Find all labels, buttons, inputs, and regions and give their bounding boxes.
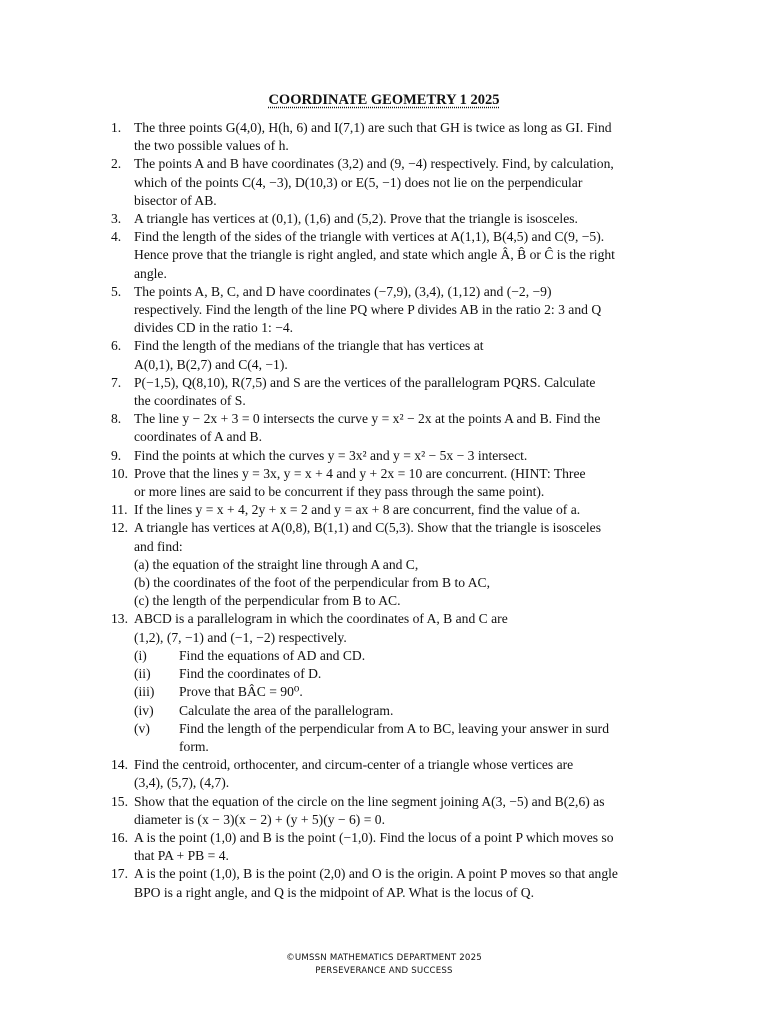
question-text-line: the two possible values of h. bbox=[134, 138, 289, 154]
question-text-line: bisector of AB. bbox=[134, 192, 217, 208]
question-text-line: Find the length of the medians of the triangle that has vertices at bbox=[134, 338, 484, 354]
sub-question-text: Find the length of the perpendicular from A to BC, leaving your answer in surd bbox=[179, 720, 610, 736]
question-text-line: coordinates of A and B. bbox=[134, 429, 262, 445]
question-number: 15. bbox=[111, 793, 128, 809]
question-text-line: (b) the coordinates of the foot of the perpendicular from B to AC, bbox=[134, 575, 490, 591]
question-text-line: Find the centroid, orthocenter, and circum-center of a triangle whose vertices are bbox=[134, 757, 574, 773]
footer-motto: PERSEVERANCE AND SUCCESS bbox=[315, 966, 453, 976]
sub-question-text: Find the coordinates of D. bbox=[179, 666, 322, 682]
question-text-line: respectively. Find the length of the line PQ where P divides AB in the ratio 2: 3 and Q bbox=[134, 302, 602, 318]
question-item bbox=[111, 374, 683, 410]
question-number: 2. bbox=[111, 156, 122, 172]
question-text-line: Show that the equation of the circle on the line segment joining A(3, −5) and B(2,6) as bbox=[134, 793, 605, 809]
question-text-line: that PA + PB = 4. bbox=[134, 848, 229, 864]
question-text-line: divides CD in the ratio 1: −4. bbox=[134, 320, 294, 336]
sub-question bbox=[134, 720, 683, 738]
sub-question-number: (i) bbox=[134, 647, 147, 663]
sub-question bbox=[134, 647, 683, 665]
question-number: 14. bbox=[111, 757, 128, 773]
question-text-line: and find: bbox=[134, 538, 183, 554]
page-title: COORDINATE GEOMETRY 1 2025 bbox=[268, 92, 500, 108]
question-text-line: A is the point (1,0), B is the point (2,0) and O is the origin. A point P moves so that angle bbox=[134, 866, 618, 882]
question-text-line: or more lines are said to be concurrent if they pass through the same point). bbox=[134, 484, 545, 500]
question-number: 5. bbox=[111, 283, 122, 299]
question-text-line: Find the length of the sides of the triangle with vertices at A(1,1), B(4,5) and C(9, −5). bbox=[134, 229, 605, 245]
question-number: 7. bbox=[111, 374, 122, 390]
question-number: 13. bbox=[111, 611, 128, 627]
question-item bbox=[111, 337, 683, 373]
question-text-line: Find the points at which the curves y = 3x² and y = x² − 5x − 3 intersect. bbox=[134, 447, 528, 463]
question-text-line: A is the point (1,0) and B is the point (−1,0). Find the locus of a point P which moves so bbox=[134, 829, 614, 845]
question-item bbox=[111, 210, 683, 228]
question-number: 11. bbox=[111, 502, 128, 518]
question-item bbox=[111, 501, 683, 519]
question-item bbox=[111, 228, 683, 283]
sub-question-text: form. bbox=[179, 738, 209, 754]
question-text-line: (1,2), (7, −1) and (−1, −2) respectively. bbox=[134, 629, 347, 645]
question-item bbox=[111, 756, 683, 792]
question-text-line: which of the points C(4, −3), D(10,3) or E(5, −1) does not lie on the perpendicular bbox=[134, 174, 583, 190]
question-number: 6. bbox=[111, 338, 122, 354]
question-text-line: the coordinates of S. bbox=[134, 393, 246, 409]
sub-question-number: (iii) bbox=[134, 684, 155, 700]
question-text-line: A triangle has vertices at (0,1), (1,6) and (5,2). Prove that the triangle is isosceles. bbox=[134, 211, 578, 227]
question-text-line: A(0,1), B(2,7) and C(4, −1). bbox=[134, 356, 288, 372]
question-text-line: angle. bbox=[134, 265, 167, 281]
sub-question bbox=[134, 665, 683, 683]
footer-copyright: ©UMSSN MATHEMATICS DEPARTMENT 2025 bbox=[286, 953, 482, 963]
question-text-line: (3,4), (5,7), (4,7). bbox=[134, 775, 230, 791]
question-text-line: The points A and B have coordinates (3,2) and (9, −4) respectively. Find, by calculation, bbox=[134, 156, 614, 172]
question-number: 16. bbox=[111, 829, 128, 845]
question-number: 1. bbox=[111, 120, 122, 135]
question-item bbox=[111, 829, 683, 865]
sub-question bbox=[134, 683, 683, 701]
sub-question-text: Prove that BÂC = 90⁰. bbox=[179, 684, 303, 700]
question-number: 17. bbox=[111, 866, 128, 882]
question-item bbox=[111, 155, 683, 210]
question-list bbox=[111, 119, 683, 902]
question-item bbox=[111, 793, 683, 829]
question-item bbox=[111, 119, 683, 155]
sub-question-number: (v) bbox=[134, 720, 150, 736]
question-text-line: The three points G(4,0), H(h, 6) and I(7,1) are such that GH is twice as long as GI. Find bbox=[134, 120, 612, 135]
question-text-line: The line y − 2x + 3 = 0 intersects the curve y = x² − 2x at the points A and B. Find the bbox=[134, 411, 601, 427]
question-text-line: The points A, B, C, and D have coordinates (−7,9), (3,4), (1,12) and (−2, −9) bbox=[134, 283, 552, 299]
sub-question-text: Find the equations of AD and CD. bbox=[179, 647, 366, 663]
sub-question-number bbox=[134, 738, 179, 756]
question-item bbox=[111, 465, 683, 501]
sub-question-text: Calculate the area of the parallelogram. bbox=[179, 702, 394, 718]
question-text-line: A triangle has vertices at A(0,8), B(1,1) and C(5,3). Show that the triangle is isosceles bbox=[134, 520, 601, 536]
question-text-line: BPO is a right angle, and Q is the midpoint of AP. What is the locus of Q. bbox=[134, 884, 534, 900]
question-number: 8. bbox=[111, 411, 122, 427]
sub-question bbox=[134, 702, 683, 720]
sub-question bbox=[134, 738, 683, 756]
question-number: 9. bbox=[111, 447, 122, 463]
sub-question-number: (ii) bbox=[134, 666, 151, 682]
question-number: 4. bbox=[111, 229, 122, 245]
question-text-line: If the lines y = x + 4, 2y + x = 2 and y = ax + 8 are concurrent, find the value of a. bbox=[134, 502, 581, 518]
question-text-line: (c) the length of the perpendicular from B to AC. bbox=[134, 593, 401, 609]
question-text-line: Hence prove that the triangle is right angled, and state which angle Â, B̂ or Ĉ is the right bbox=[134, 247, 615, 263]
question-item bbox=[111, 410, 683, 446]
question-text-line: Prove that the lines y = 3x, y = x + 4 and y + 2x = 10 are concurrent. (HINT: Three bbox=[134, 465, 586, 481]
sub-question-number: (iv) bbox=[134, 702, 154, 718]
question-number: 10. bbox=[111, 465, 128, 481]
question-item bbox=[111, 865, 683, 901]
footer bbox=[0, 952, 768, 978]
question-text-line: diameter is (x − 3)(x − 2) + (y + 5)(y − 6) = 0. bbox=[134, 811, 385, 827]
question-number: 3. bbox=[111, 211, 122, 227]
question-text-line: P(−1,5), Q(8,10), R(7,5) and S are the vertices of the parallelogram PQRS. Calculate bbox=[134, 374, 596, 390]
question-item bbox=[111, 610, 683, 756]
question-item bbox=[111, 283, 683, 338]
question-number: 12. bbox=[111, 520, 128, 536]
question-item bbox=[111, 447, 683, 465]
question-text-line: ABCD is a parallelogram in which the coordinates of A, B and C are bbox=[134, 611, 508, 627]
question-text-line: (a) the equation of the straight line through A and C, bbox=[134, 556, 419, 572]
question-item bbox=[111, 519, 683, 610]
